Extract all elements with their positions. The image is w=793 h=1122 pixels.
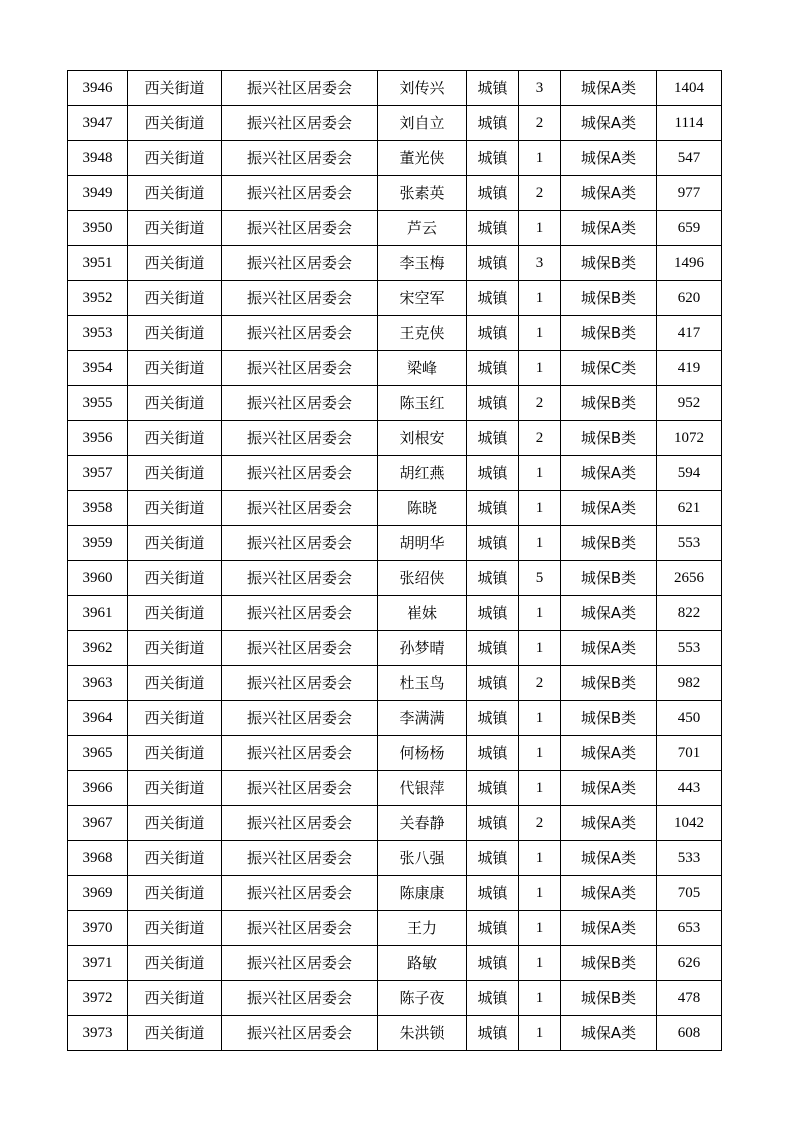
cell-community: 振兴社区居委会 xyxy=(222,386,378,421)
cell-seq: 3959 xyxy=(68,526,128,561)
cell-category: 城保B类 xyxy=(561,561,657,596)
cell-name: 王克侠 xyxy=(378,316,467,351)
table-row xyxy=(68,946,722,981)
cell-household-type: 城镇 xyxy=(467,246,519,281)
cell-seq: 3948 xyxy=(68,141,128,176)
cell-name: 刘根安 xyxy=(378,421,467,456)
cell-amount: 626 xyxy=(657,946,722,981)
cell-people: 1 xyxy=(519,281,561,316)
cell-amount: 1042 xyxy=(657,806,722,841)
cell-amount: 594 xyxy=(657,456,722,491)
cell-household-type: 城镇 xyxy=(467,351,519,386)
cell-category: 城保B类 xyxy=(561,281,657,316)
cell-household-type: 城镇 xyxy=(467,666,519,701)
cell-category: 城保B类 xyxy=(561,946,657,981)
cell-amount: 417 xyxy=(657,316,722,351)
cell-community: 振兴社区居委会 xyxy=(222,736,378,771)
cell-household-type: 城镇 xyxy=(467,946,519,981)
cell-household-type: 城镇 xyxy=(467,596,519,631)
table-row xyxy=(68,456,722,491)
cell-people: 1 xyxy=(519,1016,561,1051)
cell-household-type: 城镇 xyxy=(467,316,519,351)
cell-community: 振兴社区居委会 xyxy=(222,806,378,841)
cell-amount: 977 xyxy=(657,176,722,211)
cell-community: 振兴社区居委会 xyxy=(222,176,378,211)
cell-name: 芦云 xyxy=(378,211,467,246)
cell-seq: 3957 xyxy=(68,456,128,491)
cell-seq: 3972 xyxy=(68,981,128,1016)
cell-people: 1 xyxy=(519,351,561,386)
cell-community: 振兴社区居委会 xyxy=(222,701,378,736)
cell-household-type: 城镇 xyxy=(467,736,519,771)
cell-category: 城保A类 xyxy=(561,631,657,666)
cell-people: 2 xyxy=(519,106,561,141)
cell-amount: 653 xyxy=(657,911,722,946)
cell-community: 振兴社区居委会 xyxy=(222,246,378,281)
cell-people: 1 xyxy=(519,701,561,736)
cell-street: 西关街道 xyxy=(128,666,222,701)
cell-seq: 3963 xyxy=(68,666,128,701)
cell-street: 西关街道 xyxy=(128,491,222,526)
cell-seq: 3973 xyxy=(68,1016,128,1051)
cell-household-type: 城镇 xyxy=(467,526,519,561)
table-row xyxy=(68,876,722,911)
cell-seq: 3952 xyxy=(68,281,128,316)
cell-seq: 3950 xyxy=(68,211,128,246)
cell-people: 2 xyxy=(519,666,561,701)
cell-category: 城保A类 xyxy=(561,876,657,911)
cell-household-type: 城镇 xyxy=(467,701,519,736)
cell-street: 西关街道 xyxy=(128,71,222,106)
cell-category: 城保A类 xyxy=(561,106,657,141)
cell-street: 西关街道 xyxy=(128,176,222,211)
table-row xyxy=(68,596,722,631)
cell-community: 振兴社区居委会 xyxy=(222,316,378,351)
cell-community: 振兴社区居委会 xyxy=(222,491,378,526)
cell-seq: 3966 xyxy=(68,771,128,806)
cell-category: 城保B类 xyxy=(561,246,657,281)
cell-people: 1 xyxy=(519,631,561,666)
cell-name: 张素英 xyxy=(378,176,467,211)
cell-household-type: 城镇 xyxy=(467,281,519,316)
cell-seq: 3960 xyxy=(68,561,128,596)
cell-street: 西关街道 xyxy=(128,561,222,596)
cell-name: 崔妹 xyxy=(378,596,467,631)
cell-category: 城保B类 xyxy=(561,316,657,351)
cell-people: 1 xyxy=(519,456,561,491)
cell-seq: 3969 xyxy=(68,876,128,911)
cell-name: 孙梦晴 xyxy=(378,631,467,666)
cell-category: 城保C类 xyxy=(561,351,657,386)
cell-amount: 822 xyxy=(657,596,722,631)
cell-amount: 608 xyxy=(657,1016,722,1051)
cell-household-type: 城镇 xyxy=(467,911,519,946)
table-row xyxy=(68,806,722,841)
cell-people: 2 xyxy=(519,421,561,456)
cell-category: 城保A类 xyxy=(561,841,657,876)
cell-category: 城保A类 xyxy=(561,596,657,631)
cell-street: 西关街道 xyxy=(128,701,222,736)
cell-street: 西关街道 xyxy=(128,596,222,631)
cell-amount: 982 xyxy=(657,666,722,701)
cell-amount: 1114 xyxy=(657,106,722,141)
cell-street: 西关街道 xyxy=(128,456,222,491)
cell-community: 振兴社区居委会 xyxy=(222,211,378,246)
cell-community: 振兴社区居委会 xyxy=(222,596,378,631)
cell-household-type: 城镇 xyxy=(467,806,519,841)
cell-people: 3 xyxy=(519,71,561,106)
cell-category: 城保B类 xyxy=(561,421,657,456)
cell-amount: 450 xyxy=(657,701,722,736)
cell-people: 1 xyxy=(519,876,561,911)
cell-people: 1 xyxy=(519,526,561,561)
table-row xyxy=(68,211,722,246)
cell-community: 振兴社区居委会 xyxy=(222,911,378,946)
cell-household-type: 城镇 xyxy=(467,981,519,1016)
table-row xyxy=(68,106,722,141)
cell-people: 1 xyxy=(519,596,561,631)
cell-seq: 3947 xyxy=(68,106,128,141)
cell-name: 何杨杨 xyxy=(378,736,467,771)
cell-amount: 701 xyxy=(657,736,722,771)
cell-people: 1 xyxy=(519,841,561,876)
table-row xyxy=(68,526,722,561)
cell-name: 刘自立 xyxy=(378,106,467,141)
cell-street: 西关街道 xyxy=(128,876,222,911)
cell-amount: 547 xyxy=(657,141,722,176)
table-row xyxy=(68,1016,722,1051)
cell-seq: 3951 xyxy=(68,246,128,281)
cell-category: 城保A类 xyxy=(561,1016,657,1051)
cell-household-type: 城镇 xyxy=(467,1016,519,1051)
table-row xyxy=(68,246,722,281)
cell-household-type: 城镇 xyxy=(467,106,519,141)
cell-amount: 553 xyxy=(657,631,722,666)
cell-household-type: 城镇 xyxy=(467,71,519,106)
cell-community: 振兴社区居委会 xyxy=(222,281,378,316)
cell-amount: 620 xyxy=(657,281,722,316)
cell-seq: 3958 xyxy=(68,491,128,526)
cell-community: 振兴社区居委会 xyxy=(222,771,378,806)
cell-seq: 3968 xyxy=(68,841,128,876)
cell-people: 1 xyxy=(519,141,561,176)
cell-people: 2 xyxy=(519,806,561,841)
cell-people: 1 xyxy=(519,981,561,1016)
cell-household-type: 城镇 xyxy=(467,421,519,456)
cell-amount: 533 xyxy=(657,841,722,876)
cell-community: 振兴社区居委会 xyxy=(222,561,378,596)
cell-seq: 3953 xyxy=(68,316,128,351)
table-row xyxy=(68,351,722,386)
table-row xyxy=(68,841,722,876)
cell-household-type: 城镇 xyxy=(467,176,519,211)
cell-people: 2 xyxy=(519,386,561,421)
cell-amount: 2656 xyxy=(657,561,722,596)
cell-community: 振兴社区居委会 xyxy=(222,666,378,701)
cell-seq: 3955 xyxy=(68,386,128,421)
cell-seq: 3970 xyxy=(68,911,128,946)
cell-name: 陈康康 xyxy=(378,876,467,911)
cell-seq: 3954 xyxy=(68,351,128,386)
cell-community: 振兴社区居委会 xyxy=(222,106,378,141)
cell-street: 西关街道 xyxy=(128,351,222,386)
cell-community: 振兴社区居委会 xyxy=(222,946,378,981)
cell-name: 陈玉红 xyxy=(378,386,467,421)
cell-people: 1 xyxy=(519,211,561,246)
cell-category: 城保A类 xyxy=(561,491,657,526)
table-row xyxy=(68,71,722,106)
cell-category: 城保A类 xyxy=(561,911,657,946)
subsidy-recipients-table xyxy=(67,70,722,1051)
cell-name: 李玉梅 xyxy=(378,246,467,281)
table-row xyxy=(68,736,722,771)
cell-street: 西关街道 xyxy=(128,526,222,561)
cell-street: 西关街道 xyxy=(128,316,222,351)
cell-name: 张八强 xyxy=(378,841,467,876)
cell-name: 胡红燕 xyxy=(378,456,467,491)
cell-seq: 3971 xyxy=(68,946,128,981)
cell-street: 西关街道 xyxy=(128,106,222,141)
cell-category: 城保B类 xyxy=(561,386,657,421)
cell-name: 朱洪锁 xyxy=(378,1016,467,1051)
cell-community: 振兴社区居委会 xyxy=(222,631,378,666)
cell-people: 1 xyxy=(519,771,561,806)
cell-category: 城保B类 xyxy=(561,981,657,1016)
cell-category: 城保A类 xyxy=(561,806,657,841)
cell-community: 振兴社区居委会 xyxy=(222,841,378,876)
cell-household-type: 城镇 xyxy=(467,631,519,666)
table-row xyxy=(68,141,722,176)
cell-amount: 621 xyxy=(657,491,722,526)
cell-category: 城保B类 xyxy=(561,666,657,701)
cell-household-type: 城镇 xyxy=(467,386,519,421)
cell-community: 振兴社区居委会 xyxy=(222,351,378,386)
cell-category: 城保B类 xyxy=(561,701,657,736)
cell-name: 董光侠 xyxy=(378,141,467,176)
cell-street: 西关街道 xyxy=(128,946,222,981)
table-row xyxy=(68,631,722,666)
cell-name: 路敏 xyxy=(378,946,467,981)
cell-category: 城保A类 xyxy=(561,141,657,176)
cell-people: 1 xyxy=(519,736,561,771)
cell-category: 城保A类 xyxy=(561,71,657,106)
cell-household-type: 城镇 xyxy=(467,456,519,491)
cell-street: 西关街道 xyxy=(128,771,222,806)
cell-name: 杜玉鸟 xyxy=(378,666,467,701)
cell-street: 西关街道 xyxy=(128,246,222,281)
table-row xyxy=(68,666,722,701)
table-row xyxy=(68,981,722,1016)
cell-people: 3 xyxy=(519,246,561,281)
cell-street: 西关街道 xyxy=(128,981,222,1016)
cell-community: 振兴社区居委会 xyxy=(222,71,378,106)
cell-community: 振兴社区居委会 xyxy=(222,876,378,911)
cell-household-type: 城镇 xyxy=(467,211,519,246)
cell-amount: 952 xyxy=(657,386,722,421)
table-row xyxy=(68,771,722,806)
cell-name: 宋空军 xyxy=(378,281,467,316)
cell-category: 城保A类 xyxy=(561,771,657,806)
cell-name: 王力 xyxy=(378,911,467,946)
cell-amount: 553 xyxy=(657,526,722,561)
table-body xyxy=(68,71,722,1051)
cell-seq: 3964 xyxy=(68,701,128,736)
cell-community: 振兴社区居委会 xyxy=(222,526,378,561)
cell-people: 1 xyxy=(519,491,561,526)
table-row xyxy=(68,281,722,316)
cell-people: 2 xyxy=(519,176,561,211)
table-row xyxy=(68,491,722,526)
cell-household-type: 城镇 xyxy=(467,841,519,876)
cell-amount: 443 xyxy=(657,771,722,806)
cell-street: 西关街道 xyxy=(128,386,222,421)
table-row xyxy=(68,176,722,211)
cell-community: 振兴社区居委会 xyxy=(222,141,378,176)
cell-amount: 659 xyxy=(657,211,722,246)
cell-name: 陈子夜 xyxy=(378,981,467,1016)
cell-people: 5 xyxy=(519,561,561,596)
cell-people: 1 xyxy=(519,911,561,946)
table-row xyxy=(68,316,722,351)
table-row xyxy=(68,421,722,456)
cell-community: 振兴社区居委会 xyxy=(222,421,378,456)
cell-street: 西关街道 xyxy=(128,281,222,316)
cell-street: 西关街道 xyxy=(128,911,222,946)
cell-community: 振兴社区居委会 xyxy=(222,456,378,491)
cell-category: 城保B类 xyxy=(561,526,657,561)
cell-name: 刘传兴 xyxy=(378,71,467,106)
cell-seq: 3965 xyxy=(68,736,128,771)
cell-seq: 3961 xyxy=(68,596,128,631)
cell-seq: 3956 xyxy=(68,421,128,456)
cell-amount: 478 xyxy=(657,981,722,1016)
cell-street: 西关街道 xyxy=(128,806,222,841)
cell-amount: 1404 xyxy=(657,71,722,106)
cell-seq: 3946 xyxy=(68,71,128,106)
cell-household-type: 城镇 xyxy=(467,491,519,526)
cell-amount: 419 xyxy=(657,351,722,386)
cell-street: 西关街道 xyxy=(128,1016,222,1051)
cell-people: 1 xyxy=(519,316,561,351)
cell-name: 李满满 xyxy=(378,701,467,736)
cell-name: 关春静 xyxy=(378,806,467,841)
cell-household-type: 城镇 xyxy=(467,141,519,176)
cell-name: 胡明华 xyxy=(378,526,467,561)
cell-category: 城保A类 xyxy=(561,211,657,246)
cell-people: 1 xyxy=(519,946,561,981)
cell-household-type: 城镇 xyxy=(467,561,519,596)
cell-household-type: 城镇 xyxy=(467,876,519,911)
table-row xyxy=(68,911,722,946)
cell-street: 西关街道 xyxy=(128,736,222,771)
cell-name: 陈晓 xyxy=(378,491,467,526)
cell-amount: 705 xyxy=(657,876,722,911)
cell-category: 城保A类 xyxy=(561,736,657,771)
cell-name: 代银萍 xyxy=(378,771,467,806)
table-row xyxy=(68,701,722,736)
cell-community: 振兴社区居委会 xyxy=(222,981,378,1016)
cell-household-type: 城镇 xyxy=(467,771,519,806)
table-row xyxy=(68,561,722,596)
cell-name: 梁峰 xyxy=(378,351,467,386)
cell-street: 西关街道 xyxy=(128,141,222,176)
cell-street: 西关街道 xyxy=(128,631,222,666)
cell-street: 西关街道 xyxy=(128,841,222,876)
cell-seq: 3949 xyxy=(68,176,128,211)
cell-amount: 1072 xyxy=(657,421,722,456)
cell-category: 城保A类 xyxy=(561,176,657,211)
cell-name: 张绍侠 xyxy=(378,561,467,596)
cell-amount: 1496 xyxy=(657,246,722,281)
cell-street: 西关街道 xyxy=(128,211,222,246)
cell-community: 振兴社区居委会 xyxy=(222,1016,378,1051)
cell-seq: 3962 xyxy=(68,631,128,666)
cell-category: 城保A类 xyxy=(561,456,657,491)
table-row xyxy=(68,386,722,421)
cell-seq: 3967 xyxy=(68,806,128,841)
cell-street: 西关街道 xyxy=(128,421,222,456)
